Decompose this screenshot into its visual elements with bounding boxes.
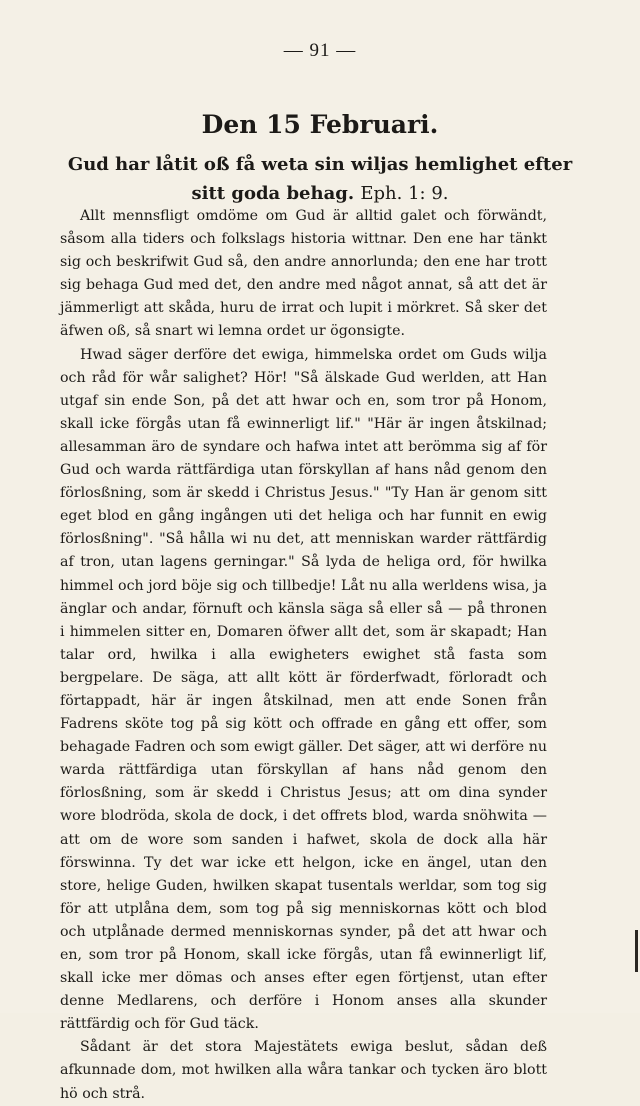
page-title: Den 15 Februari. bbox=[201, 110, 439, 139]
paragraph-3: Sådant är det stora Majestätets ewiga beslut, sådan deß afkunnade dom, mot hwilken alla wåra tankar och tycken äro blott hö och strå. bbox=[60, 1039, 547, 1102]
theme-text: Gud har låtit oß få weta sin wiljas hemlighet efter sitt goda behag. bbox=[67, 154, 573, 204]
page-number: — 91 — bbox=[283, 40, 357, 61]
scripture-reference: Eph. 1: 9. bbox=[360, 183, 449, 204]
devotional-theme bbox=[60, 150, 580, 208]
paragraph-2: Hwad säger derföre det ewiga, himmelska ordet om Guds wilja och råd för wår salighet? Hör! "Så älskade Gud werlden, att Han utgaf sin ende Son, på det att hwar och en, som tror på Honom, skall icke förgås utan få ewinnerligt lif." "Här är ingen åtskilnad; allesamman äro de syndare och hafwa intet att berömma sig af för Gud och warda rättfärdiga utan förskyllan af hans nåd genom den förlosßning, som är skedd i Christus Jesus." "Ty Han är genom sitt eget blod en gång ingången uti det heliga och har funnit en ewig förlosßning". "Så hålla wi nu det, att menniskan warder rättfärdig af tron, utan lagens gerningar." Så lyda de heliga ord, för hwilka himmel och jord böje sig och tillbedje! Låt nu alla werldens wisa, ja änglar och andar, förnuft och känsla säga så eller så — på thronen i himmelen sitter en, Domaren öfwer allt det, som är skapadt; Han talar ord, hwilka i alla ewigheters ewighet stå fasta som bergpelare. De säga, att allt kött är förderfwadt, förloradt och förtappadt, här är ingen åtskilnad, men att ende Sonen från Fadrens sköte tog på sig kött och offrade en gång ett offer, som behagade Fadren och som ewigt gäller. Det säger, att wi derföre nu warda rättfärdiga utan förskyllan af hans nåd genom den förlosßning, som är skedd i Christus Jesus; att om dina synder wore blodröda, skola de dock, i det offrets blod, warda snöhwita — att om de wore som sanden i hafwet, skola de dock alla här förswinna. Ty det war icke ett helgon, icke en ängel, utan den store, helige Guden, hwilken skapat tusentals werldar, som tog sig för att utplåna dem, som tog på sig menniskornas kött och blod och utplånade dermed menniskornas synder, på det att hwar och en, som tror på Honom, skall icke förgås, utan få ewinnerligt lif, skall icke mer dömas och anses efter egen förtjenst, utan efter denne Medlarens, och derföre i Honom anses alla skunder rättfärdig och för Gud täck. bbox=[60, 346, 547, 1033]
body-text bbox=[60, 205, 547, 1106]
page-edge-mark bbox=[635, 930, 638, 972]
paragraph-1: Allt mennsfligt omdöme om Gud är alltid galet och förwändt, såsom alla tiders och folkslags historia wittnar. Den ene har tänkt sig och beskrifwit Gud så, den andre annorlunda; den ene har trott sig behaga Gud med det, den andre med något annat, så att det är jämmerligt att skåda, huru de irrat och lupit i mörkret. Så sker det äfwen oß, så snart wi lemna ordet ur ögonsigte. bbox=[60, 208, 547, 340]
